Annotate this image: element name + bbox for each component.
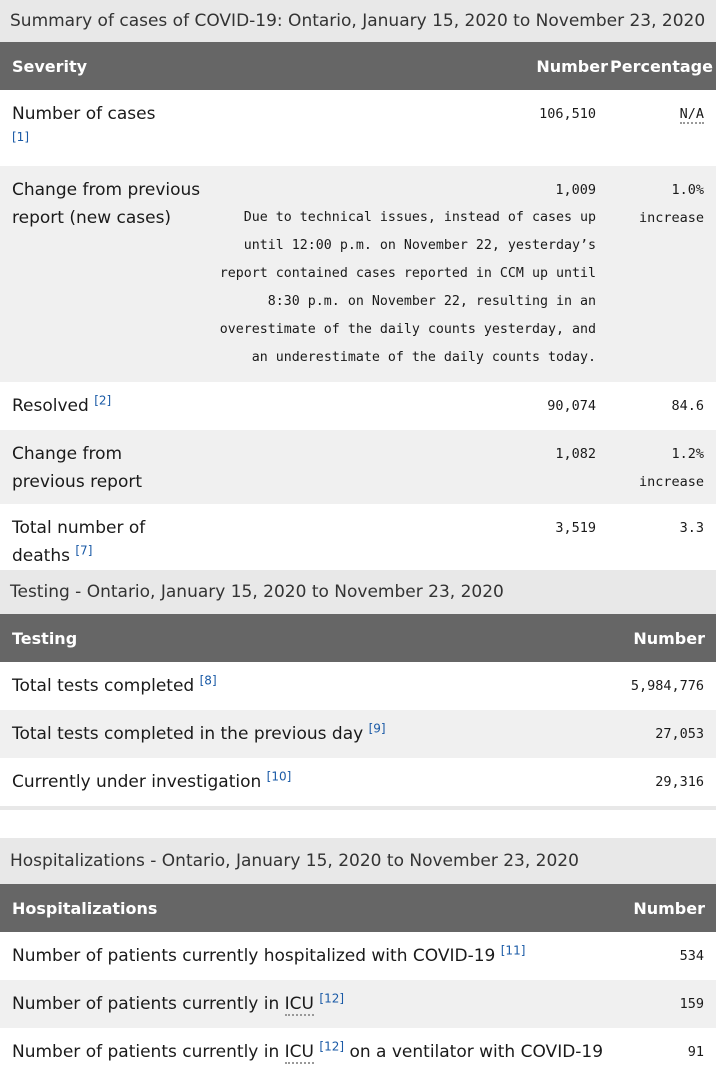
testing-table (0, 614, 716, 806)
row-label: Total tests completed [8] (0, 662, 560, 710)
row-percentage: 84.6 (610, 382, 716, 430)
hospitalizations-header: Hospitalizations (0, 884, 620, 932)
testing-header: Testing (0, 614, 560, 662)
row-label: Number of cases [1] (0, 90, 500, 166)
row-number: 90,074 (500, 382, 610, 430)
row-percentage: 1.2% increase (610, 430, 716, 504)
footnote-link[interactable]: [8] (199, 673, 217, 688)
row-number: 1,009 (555, 182, 596, 198)
row-number: 1,082 (500, 430, 610, 504)
row-label: Total number of deaths [7] (0, 504, 500, 570)
table-row (0, 1028, 716, 1076)
table-row (0, 980, 716, 1028)
hospitalizations-caption: Hospitalizations - Ontario, January 15, 2020 to November 23, 2020 (0, 838, 716, 884)
percentage-header: Percentage (610, 42, 716, 90)
table-row (0, 932, 716, 980)
row-label: Change from previous report (new cases) (12, 180, 201, 228)
footnote-link[interactable]: [7] (75, 543, 93, 558)
number-header: Number (620, 884, 716, 932)
hospitalizations-table (0, 884, 716, 1076)
row-number: 29,316 (560, 758, 716, 806)
table-row (0, 382, 716, 430)
testing-header-row (0, 614, 716, 662)
row-label: Number of patients currently in ICU [12] (0, 980, 620, 1028)
footnote-link[interactable]: [1] (12, 130, 29, 144)
row-percentage: 3.3 (610, 504, 716, 570)
row-percentage (610, 90, 716, 166)
footnote-link[interactable]: [10] (266, 769, 292, 784)
footnote-link[interactable]: [12] (319, 1039, 345, 1054)
na-abbr[interactable]: N/A (679, 106, 704, 122)
table-row (0, 710, 716, 758)
number-header: Number (560, 614, 716, 662)
row-number: 5,984,776 (560, 662, 716, 710)
change-cell (0, 166, 610, 382)
footnote-link[interactable]: [12] (319, 991, 345, 1006)
table-row (0, 758, 716, 806)
row-number: 534 (620, 932, 716, 980)
severity-header: Severity (0, 42, 500, 90)
row-number: 3,519 (500, 504, 610, 570)
summary-table (0, 42, 716, 570)
row-label: Change from previous report (0, 430, 500, 504)
row-number: 159 (620, 980, 716, 1028)
table-row (0, 90, 716, 166)
row-percentage: 1.0% increase (610, 166, 716, 382)
icu-abbr[interactable]: ICU (284, 994, 314, 1014)
testing-caption: Testing - Ontario, January 15, 2020 to November 23, 2020 (0, 570, 716, 614)
number-header: Number (500, 42, 610, 90)
table-row (0, 662, 716, 710)
row-label: Resolved [2] (0, 382, 500, 430)
icu-abbr[interactable]: ICU (284, 1042, 314, 1062)
row-number: 106,510 (500, 90, 610, 166)
footnote-link[interactable]: [2] (94, 393, 112, 408)
technical-note: Due to technical issues, instead of cases up until 12:00 p.m. on November 22, yesterday’s report contained cases reported in CCM up until 8:30 p.m. on November 22, resulting in an overestimate of the daily counts yesterday, and an underestimate of the daily counts today. (219, 210, 596, 365)
section-spacer (0, 806, 716, 838)
row-number: 27,053 (560, 710, 716, 758)
footnote-link[interactable]: [11] (500, 943, 526, 958)
row-label: Number of patients currently hospitalized with COVID-19 [11] (0, 932, 620, 980)
table-row (0, 166, 716, 382)
row-label: Currently under investigation [10] (0, 758, 560, 806)
summary-caption: Summary of cases of COVID-19: Ontario, January 15, 2020 to November 23, 2020 (0, 0, 716, 42)
row-label: Number of patients currently in ICU [12] on a ventilator with COVID-19 (0, 1028, 620, 1076)
hospitalizations-header-row (0, 884, 716, 932)
summary-header-row (0, 42, 716, 90)
row-label: Total tests completed in the previous day [9] (0, 710, 560, 758)
table-row (0, 430, 716, 504)
footnote-link[interactable]: [9] (368, 721, 386, 736)
row-number: 91 (620, 1028, 716, 1076)
table-row (0, 504, 716, 570)
